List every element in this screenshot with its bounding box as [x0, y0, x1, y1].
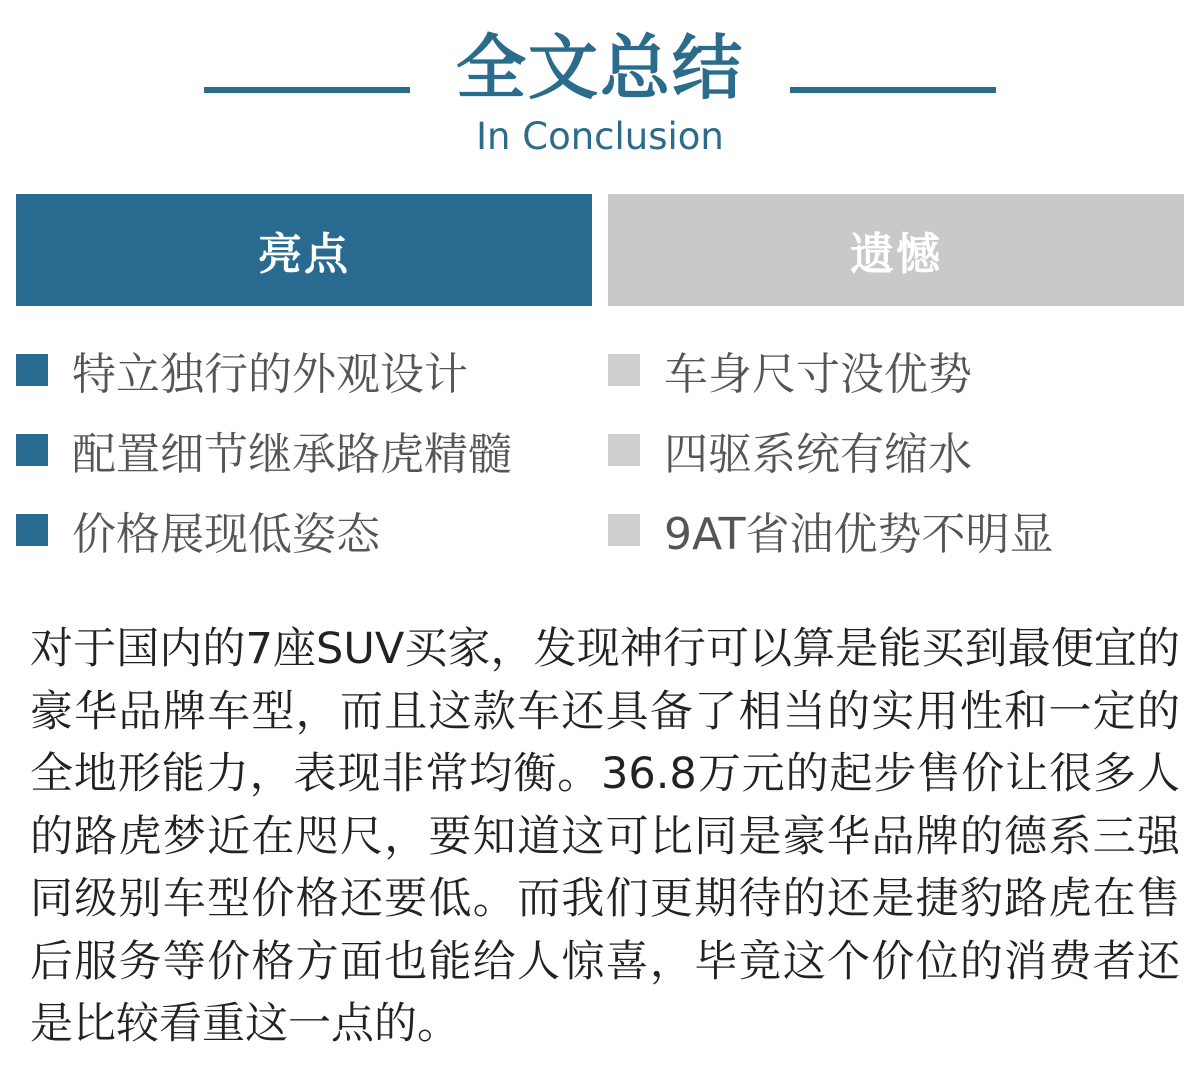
list-item [608, 330, 1188, 410]
list-item [608, 410, 1188, 490]
cons-header: 遗憾 [608, 194, 1184, 306]
list-item [16, 410, 596, 490]
page-subtitle: In Conclusion [476, 115, 724, 158]
square-bullet-icon [16, 514, 48, 546]
square-bullet-icon [608, 354, 640, 386]
title-left-rule [204, 87, 410, 93]
page-title: 全文总结 [456, 27, 744, 109]
list-item [608, 490, 1188, 570]
square-bullet-icon [16, 434, 48, 466]
list-item [16, 490, 596, 570]
cons-item-text: 四驱系统有缩水 [664, 429, 972, 480]
summary-paragraph: 对于国内的7座SUV买家，发现神行可以算是能买到最便宜的豪华品牌车型，而且这款车还具备了相当的实用性和一定的全地形能力，表现非常均衡。36.8万元的起步售价让很多人的路虎梦近在咫尺，要知道这可比同是豪华品牌的德系三强同级别车型价格还要低。而我们更期待的还是捷豹路虎在售后服务等价格方面也能给人惊喜，毕竟这个价位的消费者还是比较看重这一点的。 [30, 624, 1180, 1049]
cons-item-text: 车身尺寸没优势 [664, 349, 972, 400]
pros-item-text: 配置细节继承路虎精髓 [72, 429, 512, 480]
pros-item-text: 价格展现低姿态 [72, 509, 380, 560]
square-bullet-icon [608, 434, 640, 466]
square-bullet-icon [16, 354, 48, 386]
pros-item-text: 特立独行的外观设计 [72, 349, 468, 400]
square-bullet-icon [608, 514, 640, 546]
pros-header: 亮点 [16, 194, 592, 306]
title-right-rule [790, 87, 996, 93]
pros-list [16, 330, 596, 570]
cons-list [608, 330, 1188, 570]
list-item [16, 330, 596, 410]
cons-item-text: 9AT省油优势不明显 [664, 509, 1054, 560]
